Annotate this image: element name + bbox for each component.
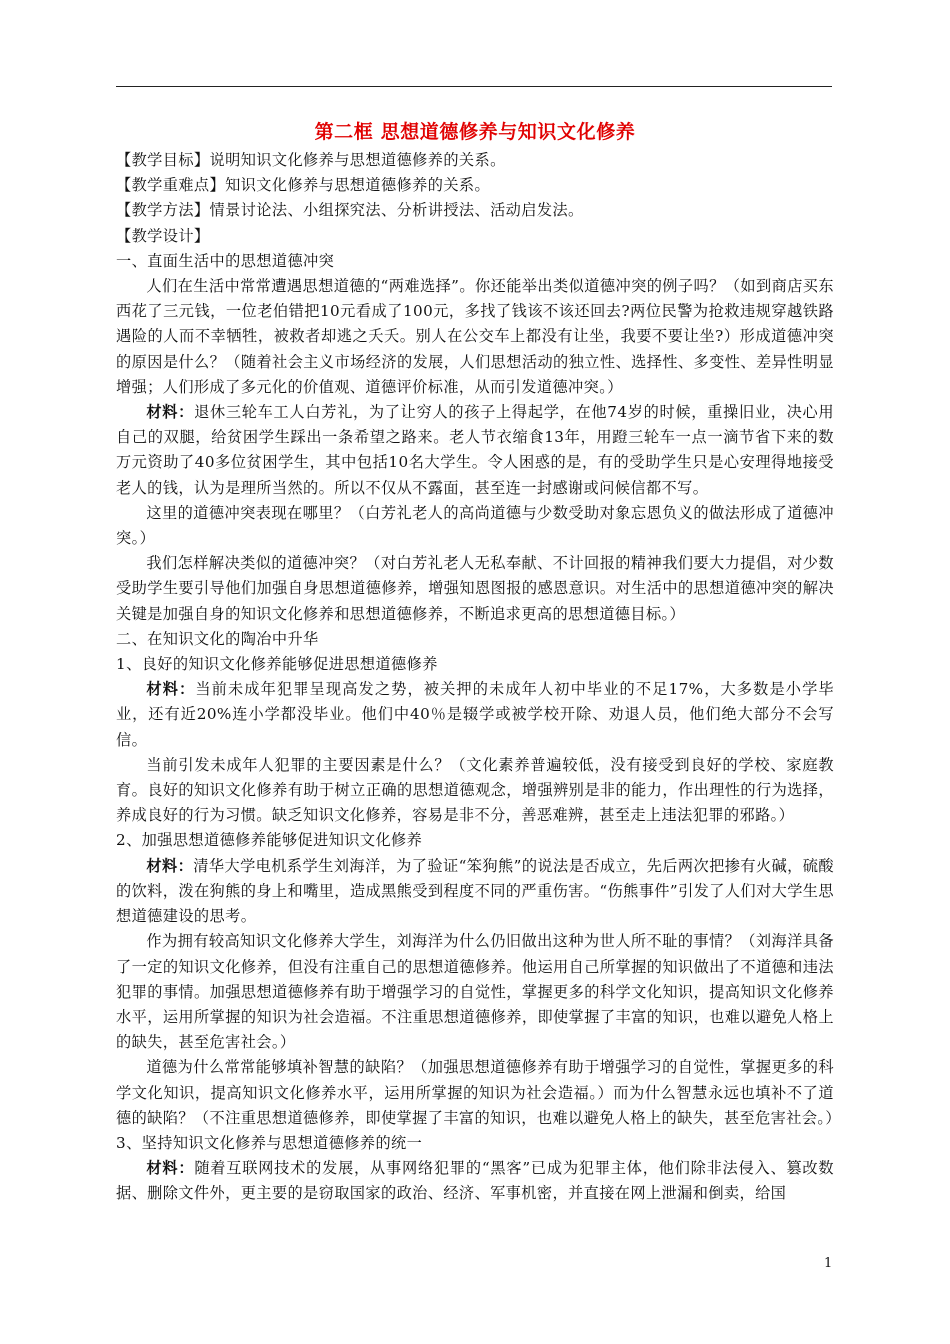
subsection-3-heading: 3、坚持知识文化修养与思想道德修养的统一 — [116, 1133, 423, 1152]
teaching-methods: 【教学方法】情景讨论法、小组探究法、分析讲授法、活动启发法。 — [116, 201, 584, 220]
subsection-2-heading: 2、加强思想道德修养能够促进知识文化修养 — [116, 831, 423, 850]
material-label: 材料： — [146, 403, 195, 422]
teaching-key-points: 【教学重难点】知识文化修养与思想道德修养的关系。 — [116, 176, 491, 195]
subsection-2-material — [116, 854, 834, 930]
section-1-paragraph-2: 这里的道德冲突表现在哪里？（白芳礼老人的高尚道德与少数受助对象忘恩负义的做法形成了道德冲突。） — [116, 503, 834, 548]
material-text: 清华大学电机系学生刘海洋，为了验证“笨狗熊”的说法是否成立，先后两次把掺有火碱，硫酸的饮料，泼在狗熊的身上和嘴里，造成黑熊受到程度不同的严重伤害。“伤熊事件”引发了人们对大学生思想道德建设的思考。 — [116, 856, 834, 926]
page-number: 1 — [824, 1256, 833, 1271]
teaching-objective: 【教学目标】说明知识文化修养与思想道德修养的关系。 — [116, 151, 506, 169]
material-text: 当前未成年犯罪呈现高发之势，被关押的未成年人初中毕业的不足17%，大多数是小学毕业，还有近20%连小学都没毕业。他们中40％是辍学或被学校开除、劝退人员，他们绝大部分不会写信。 — [116, 680, 834, 749]
material-text: 退休三轮车工人白芳礼，为了让穷人的孩子上得起学，在他74岁的时候，重操旧业，决心用自己的双腿，给贫困学生踩出一条希望之路来。老人节衣缩食13年，用蹬三轮车一点一滴节省下来的数万元资助了40多位贫困学生，其中包括10名大学生。令人困惑的是，有的受助学生只是心安理得地接受老人的钱，认为是理所当然的。所以不仅从不露面，甚至连一封感谢或问候信都不写。 — [116, 403, 834, 497]
subsection-1-heading: 1、良好的知识文化修养能够促进思想道德修养 — [116, 655, 438, 674]
material-text: 随着互联网技术的发展，从事网络犯罪的“黑客”已成为犯罪主体，他们除非法侵入、篡改数据、删除文件外，更主要的是窃取国家的政治、经济、军事机密，并直接在网上泄漏和倒卖，给国 — [116, 1159, 834, 1203]
teaching-design: 【教学设计】 — [116, 226, 210, 245]
subsection-2-paragraph-2: 道德为什么常常能够填补智慧的缺陷？（加强思想道德修养有助于增强学习的自觉性，掌握更多的科学文化知识，提高知识文化修养水平，运用所掌握的知识为社会造福。）而为什么智慧永远也填补不了道德的缺陷？（不注重思想道德修养，即使掌握了丰富的知识，也难以避免人格上的缺失，甚至危害社会。） — [116, 1058, 842, 1127]
subsection-3-material — [116, 1156, 834, 1206]
section-2-heading: 二、在知识文化的陶冶中升华 — [116, 629, 319, 648]
section-1-paragraph-3: 我们怎样解决类似的道德冲突？（对白芳礼老人无私奉献、不计回报的精神我们要大力提倡，对少数受助学生要引导他们加强自身思想道德修养，增强知恩图报的感恩意识。对生活中的思想道德冲突的解决关键是加强自身的知识文化修养和思想道德修养，不断追求更高的思想道德目标。） — [116, 554, 834, 623]
subsection-1-paragraph: 当前引发未成年人犯罪的主要因素是什么？（文化素养普遍较低，没有接受到良好的学校、家庭教育。良好的知识文化修养有助于树立正确的思想道德观念，增强辨别是非的能力，作出理性的行为选择，养成良好的行为习惯。缺乏知识文化修养，容易是非不分，善恶难辨，甚至走上违法犯罪的邪路。） — [116, 755, 834, 825]
subsection-2-paragraph-1: 作为拥有较高知识文化修养大学生，刘海洋为什么仍旧做出这种为世人所不耻的事情？（刘海洋具备了一定的知识文化修养，但没有注重自己的思想道德修养。他运用自己所掌握的知识做出了不道德和违法犯罪的事情。加强思想道德修养有助于增强学习的自觉性，掌握更多的科学文化知识，提高知识文化修养水平，运用所掌握的知识为社会造福。不注重思想道德修养，即使掌握了丰富的知识，也难以避免人格上的缺失，甚至危害社会。） — [116, 932, 834, 1052]
section-1-heading: 一、直面生活中的思想道德冲突 — [116, 251, 335, 270]
section-1-paragraph-1: 人们在生活中常常遭遇思想道德的“两难选择”。你还能举出类似道德冲突的例子吗？（如到商店买东西花了三元钱，一位老伯错把10元看成了100元，多找了钱该不该还回去?两位民警为抢救违规穿越铁路遇险的人而不幸牺牲，被救者却逃之夭夭。别人在公交车上都没有让坐，我要不要让坐?）形成道德冲突的原因是什么？（随着社会主义市场经济的发展，人们思想活动的独立性、选择性、多变性、差异性明显增强；人们形成了多元化的价值观、道德评价标准，从而引发道德冲突。） — [116, 277, 834, 396]
page-title: 第二框 思想道德修养与知识文化修养 — [314, 121, 636, 143]
material-label: 材料： — [146, 680, 196, 699]
section-1-material — [116, 400, 834, 501]
subsection-1-material — [116, 677, 834, 753]
document-body — [116, 118, 842, 1207]
header-rule — [116, 86, 832, 87]
material-label: 材料： — [146, 856, 194, 875]
material-label: 材料： — [146, 1159, 195, 1178]
